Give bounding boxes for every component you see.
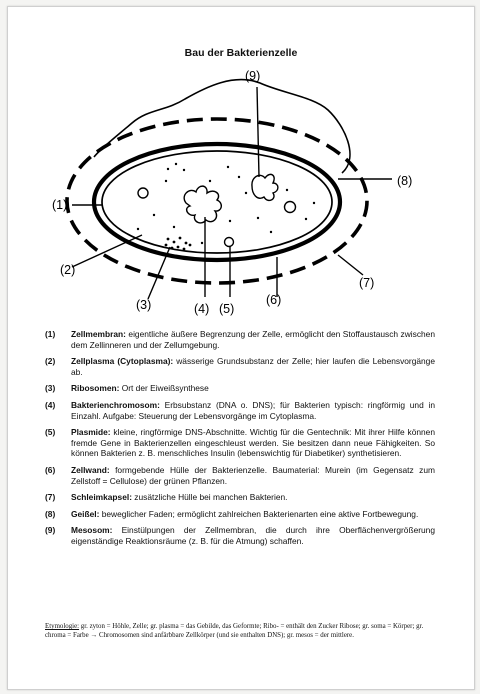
item-term: Bakterienchromosom:	[71, 399, 160, 410]
label-2: (2)	[60, 263, 76, 277]
item-term: Geißel:	[71, 508, 100, 519]
item-number: (7)	[45, 492, 56, 503]
legend-item-4	[45, 400, 435, 421]
legend-item-1	[45, 329, 435, 350]
item-number: (9)	[45, 525, 56, 536]
item-number: (3)	[45, 383, 56, 394]
legend-item-7	[45, 492, 435, 503]
item-term: Zellplasma (Cytoplasma):	[71, 356, 174, 367]
item-text: zusätzliche Hülle bei manchen Bakterien.	[131, 492, 288, 503]
item-number: (2)	[45, 356, 56, 367]
item-number: (6)	[45, 464, 56, 475]
worksheet-page	[7, 6, 475, 690]
legend-item-6	[45, 465, 435, 486]
plasmid	[138, 188, 148, 198]
label-6: (6)	[266, 293, 282, 307]
mesosome	[252, 174, 278, 200]
item-term: Plasmide:	[71, 427, 111, 438]
label-5: (5)	[219, 302, 235, 316]
item-number: (1)	[45, 329, 56, 339]
item-term: Zellwand:	[71, 464, 110, 475]
legend-item-5	[45, 427, 435, 459]
plasmid	[285, 202, 296, 213]
legend-list	[45, 329, 435, 553]
item-number: (8)	[45, 508, 56, 519]
item-term: Ribosomen:	[71, 383, 120, 394]
item-text: wässerige Grundsubstanz der Zelle; hier laufen die Lebensvorgänge ab.	[71, 356, 435, 377]
legend-item-9	[45, 525, 435, 546]
item-text: kleine, ringförmige DNS-Abschnitte. Wichtig für die Gentechnik: Mit ihrer Hilfe können fremde Gene in Bakterienzellen eingeschleust werden. Sie besitzen dann neue Fähigkeiten. So können Bakterien z. B. menschliches Insulin (lebenswichtig für Diabetiker) synthetisieren.	[71, 427, 435, 459]
item-text: Erbsubstanz (DNA o. DNS); für Bakterien typisch: ringförmig und in Einzahl. Aufgabe: Steuerung der Lebensvorgänge im Cytoplasma.	[71, 399, 435, 421]
etymology-label: Etymologie:	[45, 623, 80, 630]
label-8: (8)	[397, 174, 413, 188]
bacterial-cell-diagram	[8, 7, 474, 327]
label-9: (9)	[245, 69, 261, 83]
label-3: (3)	[136, 298, 152, 312]
item-term: Mesosom:	[71, 525, 113, 536]
legend-item-3	[45, 383, 435, 394]
item-text: formgebende Hülle der Bakterienzelle. Baumaterial: Murein (im Gegensatz zum Zellstoff = Cellulose) der grünen Pflanzen.	[71, 464, 435, 486]
legend-item-8	[45, 509, 435, 520]
item-text: eigentliche äußere Begrenzung der Zelle, ermöglicht den Stoffaustausch zwischen dem Zellinneren und der Zellumgebung.	[71, 329, 435, 350]
label-7: (7)	[359, 276, 375, 290]
item-text: Ort der Eiweißsynthese	[119, 383, 209, 394]
label-1: (1)	[52, 198, 68, 212]
item-text: Einstülpungen der Zellmembran, die durch ihre Oberflächenvergrößerung eigenständige Reaktionsräume (z. B. für die Atmung) schaffen.	[71, 525, 435, 546]
legend-item-2	[45, 356, 435, 377]
etymology-note	[45, 622, 440, 640]
item-number: (4)	[45, 399, 56, 410]
item-term: Zellmembran:	[71, 329, 126, 339]
label-4: (4)	[194, 302, 210, 316]
item-term: Schleimkapsel:	[71, 492, 132, 503]
item-text: beweglicher Faden; ermöglicht zahlreichen Bakterienarten eine aktive Fortbewegung.	[99, 508, 419, 519]
page-title: Bau der Bakterienzelle	[184, 47, 298, 59]
etymology-text: gr. zyton = Höhle, Zelle; gr. plasma = das Gebilde, das Geformte; Ribo- = enthält den Zucker Ribose; gr. soma = Körper; gr. chroma = Farbe → Chromosomen sind anfärbbare Zellkörper (und sie enthalten DNS); gr. mesos = der mittlere.	[45, 623, 424, 639]
plasmid	[225, 238, 234, 247]
item-number: (5)	[45, 427, 56, 438]
